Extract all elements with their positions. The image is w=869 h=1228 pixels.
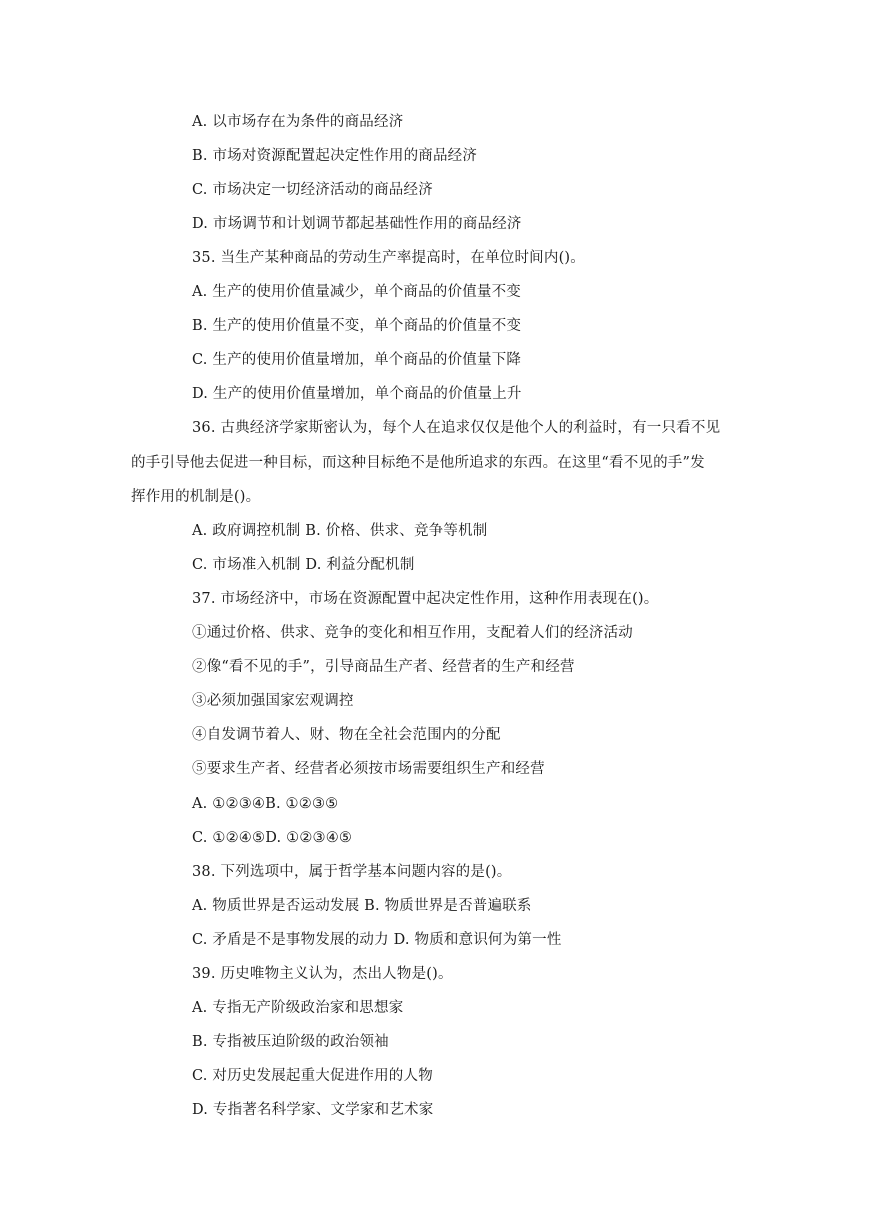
question-38: 38. 下列选项中，属于哲学基本问题内容的是()。 — [192, 864, 512, 880]
q36-options-ab: A. 政府调控机制 B. 价格、供求、竞争等机制 — [192, 523, 488, 539]
question-35: 35. 当生产某种商品的劳动生产率提高时，在单位时间内()。 — [192, 250, 585, 266]
option-d-text: D. 市场调节和计划调节都起基础性作用的商品经济 — [192, 216, 522, 232]
question-37: 37. 市场经济中，市场在资源配置中起决定性作用，这种作用表现在()。 — [192, 591, 659, 607]
q39-option-c: C. 对历史发展起重大促进作用的人物 — [192, 1068, 433, 1084]
q35-option-d: D. 生产的使用价值量增加，单个商品的价值量上升 — [192, 386, 522, 402]
q36-options-cd: C. 市场准入机制 D. 利益分配机制 — [192, 557, 415, 573]
option-b-text: B. 市场对资源配置起决定性作用的商品经济 — [192, 148, 478, 164]
q35-option-a: A. 生产的使用价值量减少，单个商品的价值量不变 — [192, 284, 521, 300]
question-39: 39. 历史唯物主义认为，杰出人物是()。 — [192, 966, 453, 982]
q37-options-cd: C. ①②④⑤D. ①②③④⑤ — [192, 830, 353, 846]
q35-option-b: B. 生产的使用价值量不变，单个商品的价值量不变 — [192, 318, 522, 334]
question-36-line-2: 的手引导他去促进一种目标，而这种目标绝不是他所追求的东西。在这里“看不见的手”发 — [131, 455, 705, 471]
q39-option-a: A. 专指无产阶级政治家和思想家 — [192, 1000, 404, 1016]
q38-options-cd: C. 矛盾是不是事物发展的动力 D. 物质和意识何为第一性 — [192, 932, 562, 948]
q37-statement-3: ③必须加强国家宏观调控 — [192, 693, 354, 709]
question-36-line-3: 挥作用的机制是()。 — [131, 489, 261, 505]
q38-options-ab: A. 物质世界是否运动发展 B. 物质世界是否普遍联系 — [192, 898, 532, 914]
q39-option-b: B. 专指被压迫阶级的政治领袖 — [192, 1034, 389, 1050]
option-c-text: C. 市场决定一切经济活动的商品经济 — [192, 182, 433, 198]
q37-statement-1: ①通过价格、供求、竞争的变化和相互作用，支配着人们的经济活动 — [192, 625, 633, 641]
question-36-line-1: 36. 古典经济学家斯密认为，每个人在追求仅仅是他个人的利益时，有一只看不见 — [192, 420, 721, 436]
q37-statement-4: ④自发调节着人、财、物在全社会范围内的分配 — [192, 727, 501, 743]
q37-options-ab: A. ①②③④B. ①②③⑤ — [192, 796, 339, 812]
option-a-text: A. 以市场存在为条件的商品经济 — [192, 114, 404, 130]
q37-statement-5: ⑤要求生产者、经营者必须按市场需要组织生产和经营 — [192, 761, 545, 777]
q37-statement-2: ②像“看不见的手”，引导商品生产者、经营者的生产和经营 — [192, 659, 575, 675]
q35-option-c: C. 生产的使用价值量增加，单个商品的价值量下降 — [192, 352, 522, 368]
q39-option-d: D. 专指著名科学家、文学家和艺术家 — [192, 1102, 434, 1118]
